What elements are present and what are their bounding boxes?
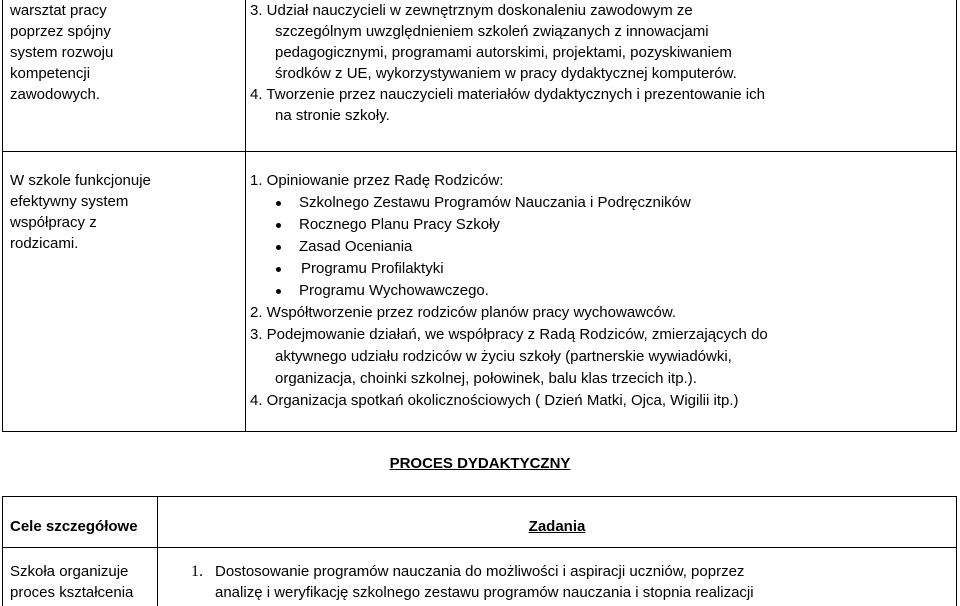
bullet-icon bbox=[276, 201, 281, 206]
section-title: PROCES DYDAKTYCZNY bbox=[389, 455, 571, 472]
table1-col-divider bbox=[245, 0, 246, 432]
task-line: analizę i weryfikację szkolnego zestawu programów nauczania i stopnia realizacji bbox=[215, 584, 754, 601]
objective-line: proces kształcenia bbox=[10, 584, 134, 601]
bullet-icon bbox=[276, 289, 281, 294]
row2-item-4: 4. Organizacja spotkań okolicznościowych ( Dzień Matki, Ojca, Wigilii itp.) bbox=[250, 392, 739, 409]
row2-left-line: W szkole funkcjonuje bbox=[10, 172, 151, 189]
table2-header-divider bbox=[2, 547, 957, 548]
bullet-item: Szkolnego Zestawu Programów Nauczania i Podręczników bbox=[299, 194, 691, 211]
objective-line: Szkoła organizuje bbox=[10, 563, 129, 580]
row1-task-line: pedagogicznymi, programami autorskimi, projektami, pozyskiwaniem bbox=[275, 44, 732, 61]
bullet-item: Rocznego Planu Pracy Szkoły bbox=[299, 216, 500, 233]
table1-left-border bbox=[2, 0, 3, 432]
row2-item-3-cont: aktywnego udziału rodziców w życiu szkoły (partnerskie wywiadówki, bbox=[275, 348, 732, 365]
table2-col-divider bbox=[157, 496, 158, 606]
task-number: 1. bbox=[191, 563, 203, 580]
row1-left-line: poprzez spójny bbox=[10, 23, 111, 40]
row2-item-1: 1. Opiniowanie przez Radę Rodziców: bbox=[250, 172, 504, 189]
header-objectives: Cele szczegółowe bbox=[10, 518, 138, 535]
row1-left-line: warsztat pracy bbox=[10, 2, 107, 19]
bullet-icon bbox=[276, 223, 281, 228]
row1-task-line: 3. Udział nauczycieli w zewnętrznym doskonaleniu zawodowym ze bbox=[250, 2, 693, 19]
row2-left-line: efektywny system bbox=[10, 193, 129, 210]
row2-left-line: rodzicami. bbox=[10, 235, 79, 252]
table2-left-border bbox=[2, 496, 3, 606]
row1-left-line: kompetencji bbox=[10, 65, 91, 82]
row2-item-3-cont: organizacja, choinki szkolnej, połowinek, balu klas trzecich itp.). bbox=[275, 370, 697, 387]
row1-task-line: na stronie szkoły. bbox=[275, 107, 390, 124]
bullet-icon bbox=[276, 245, 281, 250]
table2-right-border bbox=[956, 496, 957, 606]
header-tasks: Zadania bbox=[528, 518, 586, 535]
bullet-icon bbox=[276, 267, 281, 272]
row1-left-line: zawodowych. bbox=[10, 86, 101, 103]
row1-left-line: system rozwoju bbox=[10, 44, 114, 61]
row1-task-line: szczególnym uwzględnieniem szkoleń związanych z innowacjami bbox=[275, 23, 709, 40]
row2-item-2: 2. Współtworzenie przez rodziców planów pracy wychowawców. bbox=[250, 304, 677, 321]
table1-bottom-border bbox=[2, 431, 957, 432]
bullet-item: Programu Wychowawczego. bbox=[299, 282, 489, 299]
row2-item-3: 3. Podejmowanie działań, we współpracy z Radą Rodziców, zmierzających do bbox=[250, 326, 768, 343]
bullet-item: Zasad Oceniania bbox=[299, 238, 413, 255]
row1-task-line: środków z UE, wykorzystywaniem w pracy dydaktycznej komputerów. bbox=[275, 65, 737, 82]
row1-task-line: 4. Tworzenie przez nauczycieli materiałów dydaktycznych i prezentowanie ich bbox=[250, 86, 765, 103]
table2-top-border bbox=[2, 496, 957, 497]
table1-right-border bbox=[956, 0, 957, 432]
row2-left-line: współpracy z bbox=[10, 214, 97, 231]
table1-row-divider bbox=[2, 151, 957, 152]
task-line: Dostosowanie programów nauczania do możliwości i aspiracji uczniów, poprzez bbox=[215, 563, 745, 580]
bullet-item: Programu Profilaktyki bbox=[301, 260, 444, 277]
